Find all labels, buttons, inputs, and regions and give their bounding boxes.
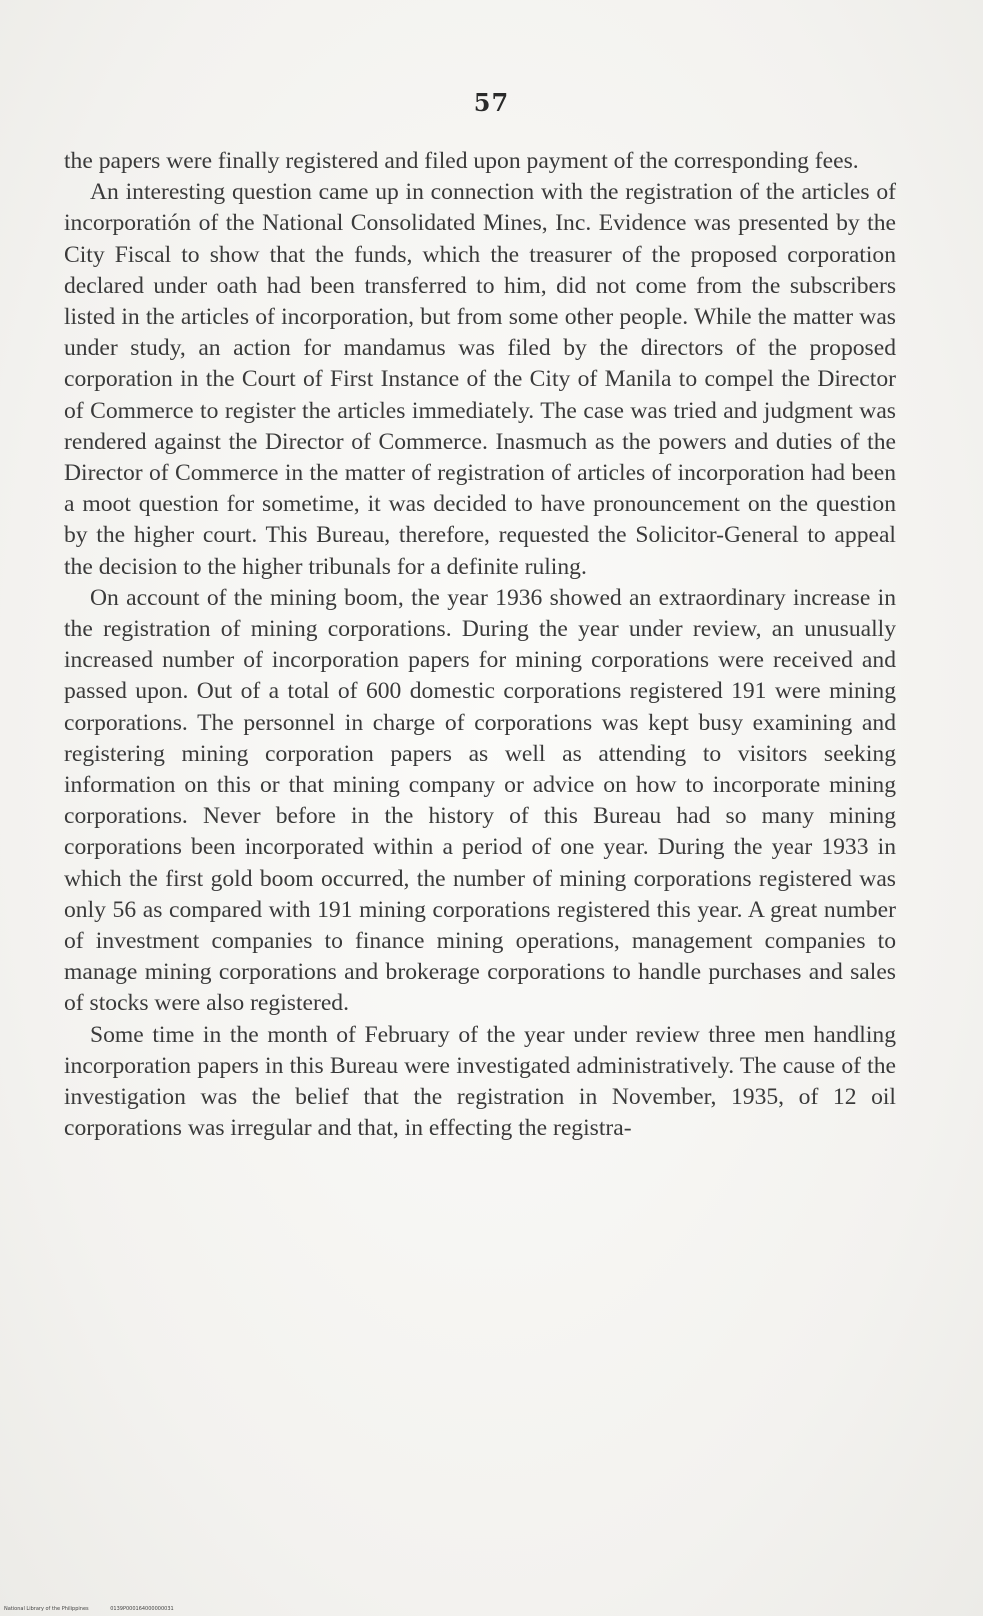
paragraph-1: the papers were finally registered and filed upon payment of the corresponding fees.	[64, 148, 859, 174]
body-text	[64, 146, 896, 1145]
paragraph-2: An interesting question came up in connection with the registration of the articles of incorporatión of the National Consolidated Mines, Inc. Evidence was presented by the City Fiscal to show that the funds, which the treasurer of the proposed corporation declared under oath had been transferred to him, did not come from the subscribers listed in the articles of incorporation, but from some other people. While the matter was under study, an action for mandamus was filed by the directors of the proposed corporation in the Court of First Instance of the City of Manila to compel the Director of Commerce to register the articles immediately. The case was tried and judgment was rendered against the Director of Commerce. Inasmuch as the powers and duties of the Director of Commerce in the matter of registration of articles of incorporation had been a moot question for sometime, it was decided to have pronouncement on the question by the higher court. This Bureau, therefore, requested the Solicitor-General to appeal the decision to the higher tribunals for a definite ruling.	[64, 179, 896, 580]
page-number: 57	[473, 88, 510, 117]
footer-code: 0139P000164000000031	[110, 1606, 174, 1612]
footer-library: National Library of the Philippines	[4, 1606, 89, 1612]
paragraph-3: On account of the mining boom, the year 1936 showed an extraordinary increase in the registration of mining corporations. During the year under review, an unusually increased number of incorporation papers for mining corporations were received and passed upon. Out of a total of 600 domestic corporations registered 191 were mining corporations. The personnel in charge of corporations was kept busy examining and registering mining corporation papers as well as attending to visitors seeking information on this or that mining company or advice on how to incorporate mining corporations. Never before in the history of this Bureau had so many mining corporations been incorporated within a period of one year. During the year 1933 in which the first gold boom occurred, the number of mining corporations registered was only 56 as compared with 191 mining corporations registered this year. A great number of investment companies to finance mining operations, management companies to manage mining corporations and brokerage corporations to handle purchases and sales of stocks were also registered.	[64, 584, 896, 1017]
scan-footer	[4, 1606, 194, 1612]
paragraph-4: Some time in the month of February of the year under review three men handling incorporation papers in this Bureau were investigated administratively. The cause of the investigation was the belief that the registration in November, 1935, of 12 oil corporations was irregular and that, in effecting the registra-	[64, 1021, 896, 1142]
